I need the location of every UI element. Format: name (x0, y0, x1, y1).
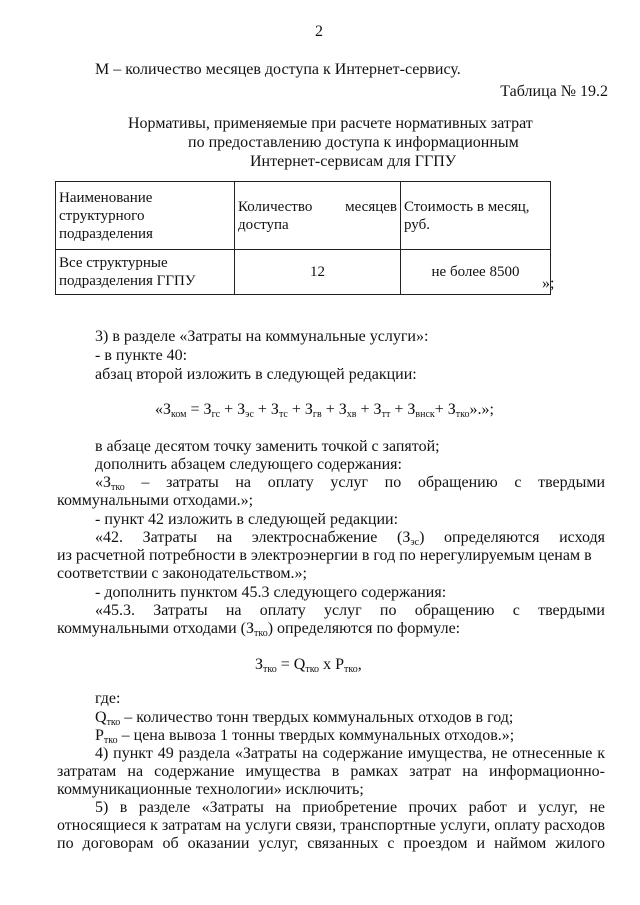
point453-line1: «45.3. Затраты на оплату услуг по обращению с твердыми (95, 602, 605, 619)
header-unit-line2: структурного (59, 207, 145, 224)
point42-line1: «42. Затраты на электроснабжение $(З_{эс})$ определяются исходя (95, 529, 605, 548)
page-number: 2 (315, 23, 323, 40)
item5-line3: по договорам об оказании услуг, связанных с проездом и наймом жилого (57, 835, 605, 852)
add-paragraph-note: дополнить абзацем следующего содержания: (95, 456, 402, 473)
point453-line2: коммунальными отходами $(З_{тко})$ определяются по формуле: (57, 620, 461, 639)
table-title-line2: по предоставлению доступа к информационным (188, 134, 519, 151)
tenth-paragraph-note: в абзаце десятом точку заменить точкой с запятой; (95, 438, 440, 455)
row-cell-months: 12 (235, 250, 401, 295)
header-cost-line1: Стоимость в месяц, (404, 198, 530, 215)
item4-line2: затратам на содержание имущества в рамках затрат на информационно- (57, 763, 605, 780)
item3-abzac: абзац второй изложить в следующей редакции: (95, 366, 417, 383)
row-cell-unit (56, 250, 235, 295)
formula-tko: $З_{тко} = Q_{тко}$ x $P_{тко}$, (255, 656, 362, 675)
item5-line1: 5) в разделе «Затраты на приобретение прочих работ и услуг, не (95, 799, 605, 816)
formula-communal: «$З_{ком} = З_{гс} + З_{эс} + З_{тс} + З_{гв} + З_{хв} + З_{тт} + З_{внск}+ З_{тко}$».»; (155, 401, 494, 420)
ztko-definition-line2: коммунальными отходами.»; (57, 492, 254, 509)
where-label: где: (95, 690, 121, 707)
norms-table (55, 181, 551, 295)
row-unit-line1: Все структурные (59, 255, 168, 271)
item4-line3: коммуникационные технологии» исключить; (57, 781, 364, 798)
item3-heading: 3) в разделе «Затраты на коммунальные услуги»: (95, 328, 429, 345)
header-cost-line2: руб. (404, 216, 430, 233)
header-unit-line3: подразделения (59, 225, 153, 242)
p-tko-definition: $P_{тко}$ – цена вывоза 1 тонны твердых коммунальных отходов.»; (95, 727, 515, 746)
header-months-line2: доступа (238, 216, 289, 233)
point42-line3: соответствии с законодательством.»; (57, 565, 307, 582)
header-months-word2: месяцев (345, 198, 397, 215)
table-label: Таблица № 19.2 (500, 83, 608, 100)
header-cell-unit (56, 182, 235, 250)
row-cell-cost: не более 8500 (401, 250, 551, 295)
point42-intro: - пункт 42 изложить в следующей редакции: (95, 511, 399, 528)
point42-line2: из расчетной потребности в электроэнергии в год по нерегулируемым ценам в (57, 547, 592, 564)
table-title-line3: Интернет-сервисам для ГГПУ (250, 153, 457, 170)
item5-line2: относящиеся к затратам на услуги связи, транспортные услуги, оплату расходов (57, 817, 605, 834)
table-closing-quote: »; (542, 275, 555, 292)
item3-subpoint: - в пункте 40: (95, 347, 188, 364)
header-months-line1 (238, 198, 397, 216)
table-title-line1: Нормативы, применяемые при расчете нормативных затрат (128, 115, 533, 132)
row-unit-line2: подразделения ГГПУ (59, 273, 196, 289)
header-unit-line1: Наименование (59, 189, 153, 206)
header-cell-cost (401, 182, 551, 250)
m-definition: М – количество месяцев доступа к Интернет-сервису. (95, 61, 461, 78)
ztko-definition-line1: «$З_{тко}$ – затраты на оплату услуг по обращению с твердыми (95, 474, 605, 493)
q-tko-definition: $Q_{тко}$ – количество тонн твердых коммунальных отходов в год; (95, 709, 514, 728)
table-header-row (56, 182, 551, 250)
item4-line1: 4) пункт 49 раздела «Затраты на содержание имущества, не отнесенные к (95, 745, 605, 762)
table-row (56, 250, 551, 295)
header-months-word1: Количество (238, 198, 313, 215)
point453-intro: - дополнить пунктом 45.3 следующего содержания: (95, 584, 447, 601)
header-cell-months (235, 182, 401, 250)
